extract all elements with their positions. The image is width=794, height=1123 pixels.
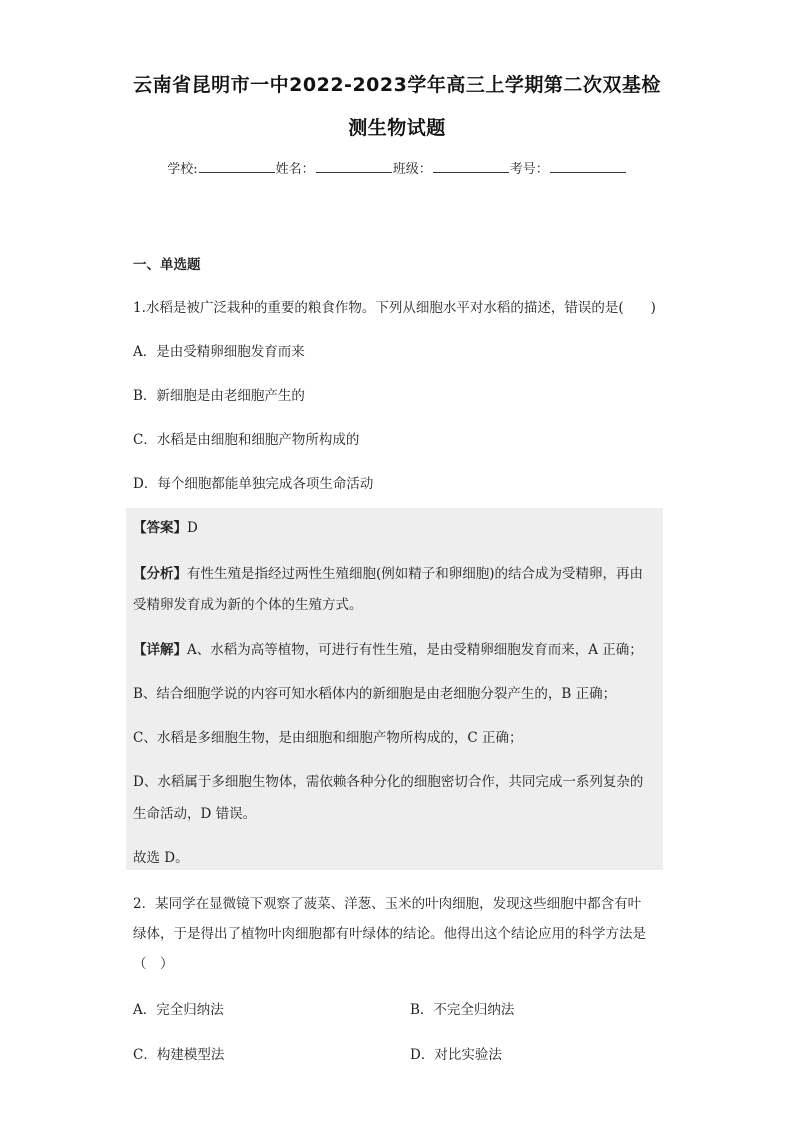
detail-a-text: A、水稻为高等植物，可进行有性生殖，是由受精卵细胞发育而来，A 正确； xyxy=(187,642,643,658)
q1-detail-d-line-1: D、水稻属于多细胞生物体，需依赖各种分化的细胞密切合作，共同完成一系列复杂的 xyxy=(133,774,644,790)
analysis-text-1: 有性生殖是指经过两性生殖细胞(例如精子和卵细胞)的结合成为受精卵，再由 xyxy=(187,566,644,582)
q1-conclusion: 故选 D。 xyxy=(133,850,189,866)
section-heading: 一、单选题 xyxy=(133,257,201,273)
exam-title-line-1: 云南省昆明市一中2022-2023学年高三上学期第二次双基检 xyxy=(133,74,661,96)
q1-analysis-line-2: 受精卵发育成为新的个体的生殖方式。 xyxy=(133,597,363,613)
q2-stem-line-1: 2．某同学在显微镜下观察了菠菜、洋葱、玉米的叶肉细胞，发现这些细胞中都含有叶 xyxy=(133,896,642,912)
detail-tag: 【详解】 xyxy=(133,642,187,658)
q1-option-b: B．新细胞是由老细胞产生的 xyxy=(133,388,305,404)
answer-tag: 【答案】 xyxy=(133,520,187,536)
q1-option-a: A．是由受精卵细胞发育而来 xyxy=(133,344,305,360)
q1-stem: 1.水稻是被广泛栽种的重要的粮食作物。下列从细胞水平对水稻的描述，错误的是( ) xyxy=(133,300,656,316)
q1-option-c: C．水稻是由细胞和细胞产物所构成的 xyxy=(133,432,360,448)
school-blank[interactable] xyxy=(199,160,275,173)
q1-answer xyxy=(133,516,198,536)
class-label: 班级： xyxy=(392,162,432,177)
q2-option-c: C．构建模型法 xyxy=(133,1047,225,1063)
school-label: 学校: xyxy=(167,162,198,177)
name-label: 姓名： xyxy=(275,162,315,177)
q1-detail-d-line-2: 生命活动，D 错误。 xyxy=(133,806,257,822)
q1-detail-c: C、水稻是多细胞生物，是由细胞和细胞产物所构成的，C 正确； xyxy=(133,730,523,746)
q1-option-d: D．每个细胞都能单独完成各项生命活动 xyxy=(133,476,374,492)
q1-detail-a xyxy=(133,638,643,658)
name-blank[interactable] xyxy=(316,160,392,173)
q2-option-a: A．完全归纳法 xyxy=(133,1002,224,1018)
answer-value: D xyxy=(187,520,198,536)
q1-detail-b: B、结合细胞学说的内容可知水稻体内的新细胞是由老细胞分裂产生的，B 正确； xyxy=(133,686,617,702)
q2-option-b: B．不完全归纳法 xyxy=(410,1002,515,1018)
q2-option-d: D．对比实验法 xyxy=(410,1047,502,1063)
analysis-tag: 【分析】 xyxy=(133,566,187,582)
exam-no-label: 考号： xyxy=(509,162,549,177)
q1-analysis-line-1 xyxy=(133,562,643,582)
student-info-row xyxy=(0,158,794,177)
exam-no-blank[interactable] xyxy=(550,160,626,173)
class-blank[interactable] xyxy=(433,160,509,173)
exam-title-line-2: 测生物试题 xyxy=(348,117,446,139)
q2-stem-line-3: （ ） xyxy=(133,956,174,972)
q2-stem-line-2: 绿体，于是得出了植物叶肉细胞都有叶绿体的结论。他得出这个结论应用的科学方法是 xyxy=(133,926,646,942)
